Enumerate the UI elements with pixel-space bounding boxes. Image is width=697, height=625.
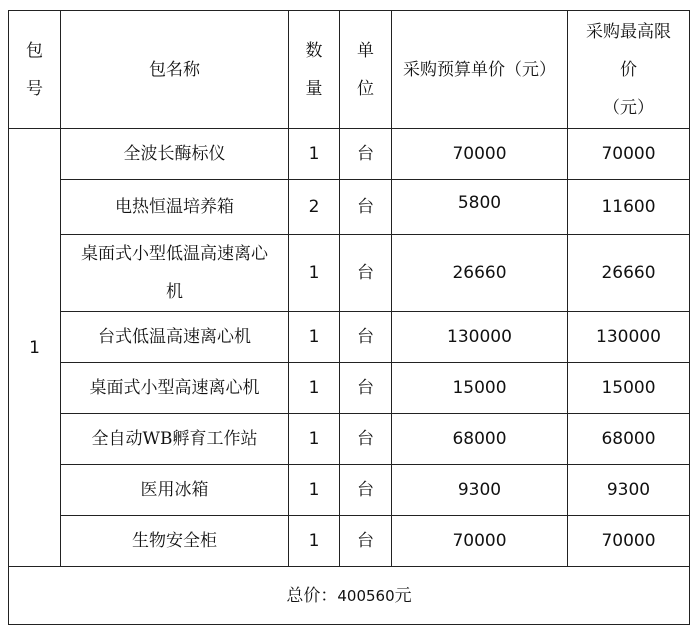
header-quantity	[289, 11, 340, 129]
item-unit: 台	[340, 516, 392, 567]
item-max: 68000	[568, 414, 690, 465]
header-max-line: 采购最高限	[586, 21, 671, 42]
item-budget: 70000	[392, 129, 568, 180]
item-qty: 1	[289, 414, 340, 465]
total-row	[9, 567, 690, 625]
item-qty: 1	[289, 235, 340, 312]
procurement-table	[8, 10, 690, 625]
item-qty: 1	[289, 465, 340, 516]
header-unit-char: 位	[357, 78, 374, 99]
header-package-name: 包名称	[61, 11, 289, 129]
table-row	[9, 363, 690, 414]
header-unit	[340, 11, 392, 129]
table-row	[9, 414, 690, 465]
item-unit: 台	[340, 414, 392, 465]
item-max: 11600	[568, 180, 690, 235]
item-name: 台式低温高速离心机	[61, 312, 289, 363]
item-max: 70000	[568, 516, 690, 567]
header-qty-char: 数	[305, 40, 323, 61]
header-package-char: 包	[26, 40, 43, 61]
table-row	[9, 516, 690, 567]
item-name: 电热恒温培养箱	[61, 180, 289, 235]
table-row	[9, 180, 690, 235]
item-max: 26660	[568, 235, 690, 312]
item-name: 全自动WB孵育工作站	[61, 414, 289, 465]
item-budget: 5800	[392, 180, 568, 235]
item-qty: 1	[289, 516, 340, 567]
total-unit: 元	[394, 585, 412, 606]
item-budget: 130000	[392, 312, 568, 363]
header-budget-price: 采购预算单价（元）	[392, 11, 568, 129]
total-value: 400560	[337, 586, 395, 605]
item-name: 全波长酶标仪	[61, 129, 289, 180]
total-label: 总价：	[286, 585, 338, 606]
item-qty: 1	[289, 129, 340, 180]
header-package-no	[9, 11, 61, 129]
item-unit: 台	[340, 180, 392, 235]
table-row	[9, 465, 690, 516]
item-max: 70000	[568, 129, 690, 180]
header-row	[9, 11, 690, 129]
item-name: 医用冰箱	[61, 465, 289, 516]
item-name-line: 机	[166, 282, 183, 302]
item-max: 130000	[568, 312, 690, 363]
item-budget: 9300	[392, 465, 568, 516]
header-qty-char: 量	[305, 78, 323, 99]
item-budget: 26660	[392, 235, 568, 312]
item-max: 15000	[568, 363, 690, 414]
item-qty: 1	[289, 312, 340, 363]
header-unit-char: 单	[357, 40, 374, 61]
item-name-line: 桌面式小型低温高速离心	[81, 244, 268, 264]
table-row	[9, 129, 690, 180]
package-number: 1	[9, 129, 61, 567]
item-name	[61, 235, 289, 312]
header-max-line: （元）	[603, 97, 654, 118]
item-qty: 1	[289, 363, 340, 414]
item-unit: 台	[340, 235, 392, 312]
item-name: 桌面式小型高速离心机	[61, 363, 289, 414]
table-row	[9, 235, 690, 312]
item-budget: 68000	[392, 414, 568, 465]
item-unit: 台	[340, 312, 392, 363]
header-max-line: 价	[620, 59, 637, 80]
item-unit: 台	[340, 129, 392, 180]
item-name: 生物安全柜	[61, 516, 289, 567]
table-row	[9, 312, 690, 363]
item-budget: 70000	[392, 516, 568, 567]
item-unit: 台	[340, 363, 392, 414]
total-cell	[9, 567, 690, 625]
header-max-price	[568, 11, 690, 129]
item-qty: 2	[289, 180, 340, 235]
item-unit: 台	[340, 465, 392, 516]
item-budget: 15000	[392, 363, 568, 414]
header-package-char: 号	[26, 78, 43, 99]
item-max: 9300	[568, 465, 690, 516]
